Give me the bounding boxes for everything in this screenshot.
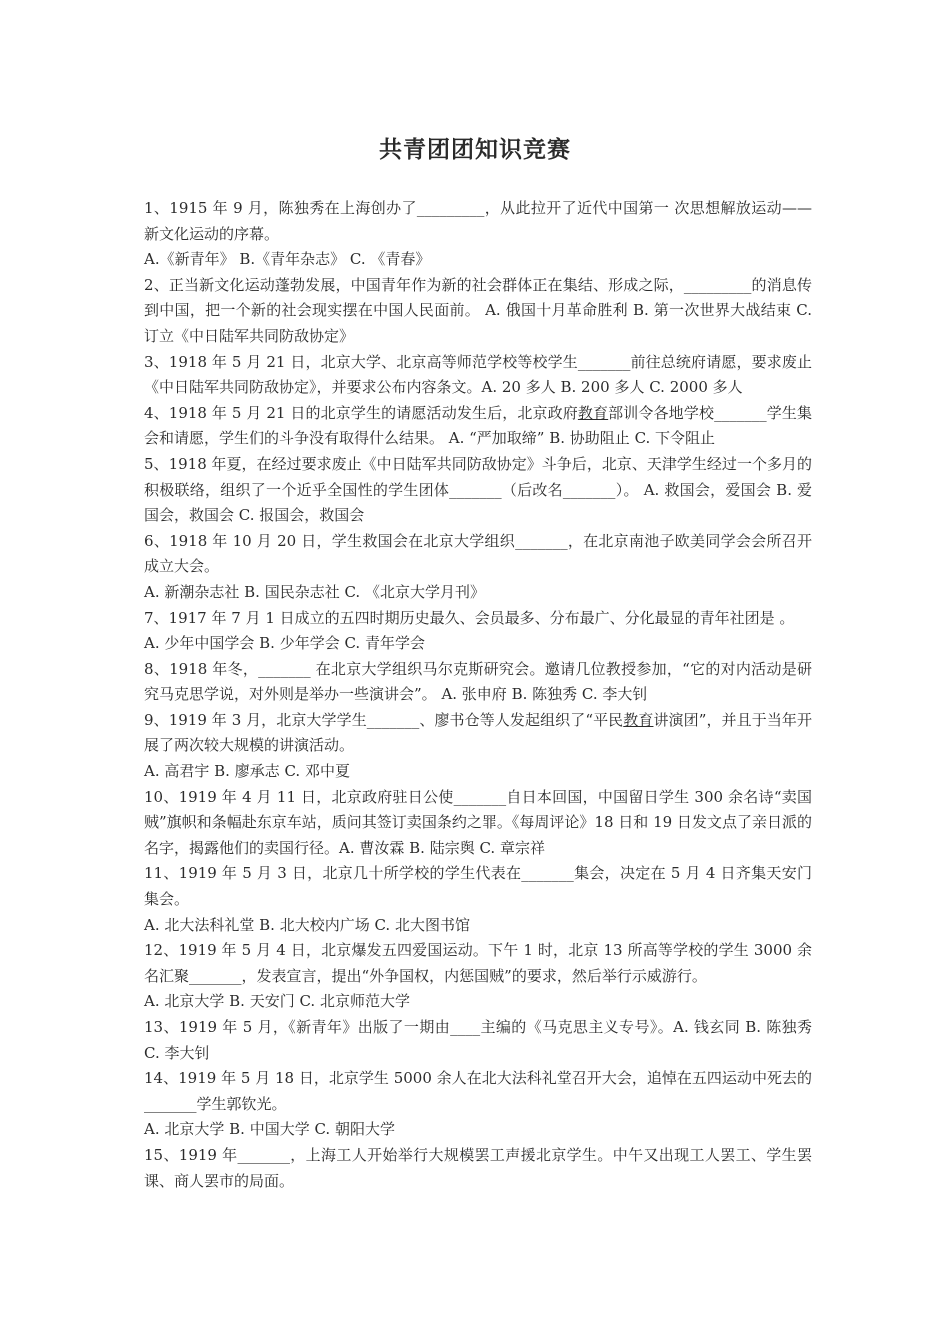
hyperlink-education[interactable]: 教育 bbox=[577, 403, 609, 422]
question-14 bbox=[144, 1066, 812, 1143]
question-9 bbox=[144, 708, 812, 785]
question-5 bbox=[144, 452, 812, 529]
question-text: 8、1918 年冬，_______ 在北京大学组织马尔克斯研究会。邀请几位教授参加，“它的对内活动是研究马克思学说，对外则是举办一些演讲会”。 A. 张申府 B. 陈独秀 C. 李大钊 bbox=[144, 659, 812, 704]
answer-options: A. 北京大学 B. 天安门 C. 北京师范大学 bbox=[144, 992, 410, 1011]
answer-options: A. 北大法科礼堂 B. 北大校内广场 C. 北大图书馆 bbox=[144, 915, 470, 934]
question-13 bbox=[144, 1015, 812, 1066]
question-text: 3、1918 年 5 月 21 日，北京大学、北京高等师范学校等校学生_______前往总统府请愿，要求废止《中日陆军共同防敌协定》，并要求公布内容条文。A. 20 多人 B. 200 多人 C. 2000 多人 bbox=[144, 352, 812, 397]
question-4 bbox=[144, 401, 812, 452]
question-7 bbox=[144, 606, 812, 657]
question-10 bbox=[144, 785, 812, 862]
question-text-part: 讲演团”，并且于当年开展了两次较大规模的讲演活动。 bbox=[144, 710, 812, 755]
answer-options: A. 北京大学 B. 中国大学 C. 朝阳大学 bbox=[144, 1120, 395, 1139]
answer-options: A. 高君宇 B. 廖承志 C. 邓中夏 bbox=[144, 762, 350, 781]
question-text-part: 9、1919 年 3 月，北京大学学生_______、廖书仓等人发起组织了“平民 bbox=[144, 710, 624, 729]
question-2 bbox=[144, 273, 812, 350]
question-text: 10、1919 年 4 月 11 日，北京政府驻日公使_______自日本回国，中国留日学生 300 余名诗“卖国贼”旗帜和条幅赴东京车站，质问其签订卖国条约之罪。《每周评论》18 日和 19 日发文点了亲日派的名字，揭露他们的卖国行径。A. 曹汝霖 B. 陆宗舆 C. 章宗祥 bbox=[144, 787, 812, 857]
question-11 bbox=[144, 861, 812, 938]
question-15 bbox=[144, 1143, 812, 1194]
question-text: 11、1919 年 5 月 3 日，北京几十所学校的学生代表在_______集会，决定在 5 月 4 日齐集天安门集会。 bbox=[144, 864, 812, 909]
question-text: 7、1917 年 7 月 1 日成立的五四时期历史最久、会员最多、分布最广、分化最显的青年社团是 。 bbox=[144, 608, 795, 627]
hyperlink-education[interactable]: 教育 bbox=[623, 710, 654, 729]
question-8 bbox=[144, 657, 812, 708]
question-text: 13、1919 年 5 月，《新青年》出版了一期由____主编的《马克思主义专号》。A. 钱玄同 B. 陈独秀 C. 李大钊 bbox=[144, 1018, 812, 1062]
question-text bbox=[144, 708, 812, 759]
question-text-part: 4、1918 年 5 月 21 日的北京学生的请愿活动发生后，北京政府 bbox=[144, 403, 578, 422]
question-text: 12、1919 年 5 月 4 日，北京爆发五四爱国运动。下午 1 时，北京 13 所高等学校的学生 3000 余名汇聚_______，发表宣言，提出“外争国权，内惩国贼”的要求，然后举行示威游行。 bbox=[144, 941, 812, 985]
answer-options: A. 少年中国学会 B. 少年学会 C. 青年学会 bbox=[144, 634, 425, 653]
question-text: 15、1919 年_______，上海工人开始举行大规模罢工声援北京学生。中午又出现工人罢工、学生罢课、商人罢市的局面。 bbox=[144, 1145, 812, 1190]
question-6 bbox=[144, 529, 812, 606]
question-3 bbox=[144, 350, 812, 401]
answer-options: A. 新潮杂志社 B. 国民杂志社 C. 《北京大学月刊》 bbox=[144, 582, 485, 601]
question-text: 5、1918 年夏，在经过要求废止《中日陆军共同防敌协定》斗争后，北京、天津学生经过一个多月的积极联络，组织了一个近乎全国性的学生团体_______（后改名_______）。 A. 救国会，爱国会 B. 爱国会，救国会 C. 报国会，救国会 bbox=[144, 454, 812, 525]
question-text-part: 部训令各地学校_______学生集会和请愿，学生们的斗争没有取得什么结果。 A. “严加取缔” B. 协助阻止 C. 下令阻止 bbox=[144, 403, 812, 448]
question-12 bbox=[144, 938, 812, 1015]
question-text: 14、1919 年 5 月 18 日，北京学生 5000 余人在北大法科礼堂召开大会，追悼在五四运动中死去的_______学生郭钦光。 bbox=[144, 1069, 812, 1113]
question-1 bbox=[144, 196, 812, 273]
page-title: 共青团团知识竞赛 bbox=[379, 137, 571, 163]
question-text: 6、1918 年 10 月 20 日，学生救国会在北京大学组织_______，在北京南池子欧美同学会会所召开成立大会。 bbox=[144, 531, 812, 576]
question-text bbox=[144, 401, 812, 452]
question-text: 1、1915 年 9 月，陈独秀在上海创办了_________，从此拉开了近代中国第一 次思想解放运动——新文化运动的序幕。 bbox=[144, 199, 812, 243]
answer-options: A.《新青年》 B.《青年杂志》 C. 《青春》 bbox=[144, 250, 431, 269]
question-text: 2、正当新文化运动蓬勃发展，中国青年作为新的社会群体正在集结、形成之际，_________的消息传到中国，把一个新的社会现实摆在中国人民面前。 A. 俄国十月革命胜利 B. 第一次世界大战结束 C. 订立《中日陆军共同防敌协定》 bbox=[144, 275, 812, 345]
question-list bbox=[144, 196, 812, 1194]
